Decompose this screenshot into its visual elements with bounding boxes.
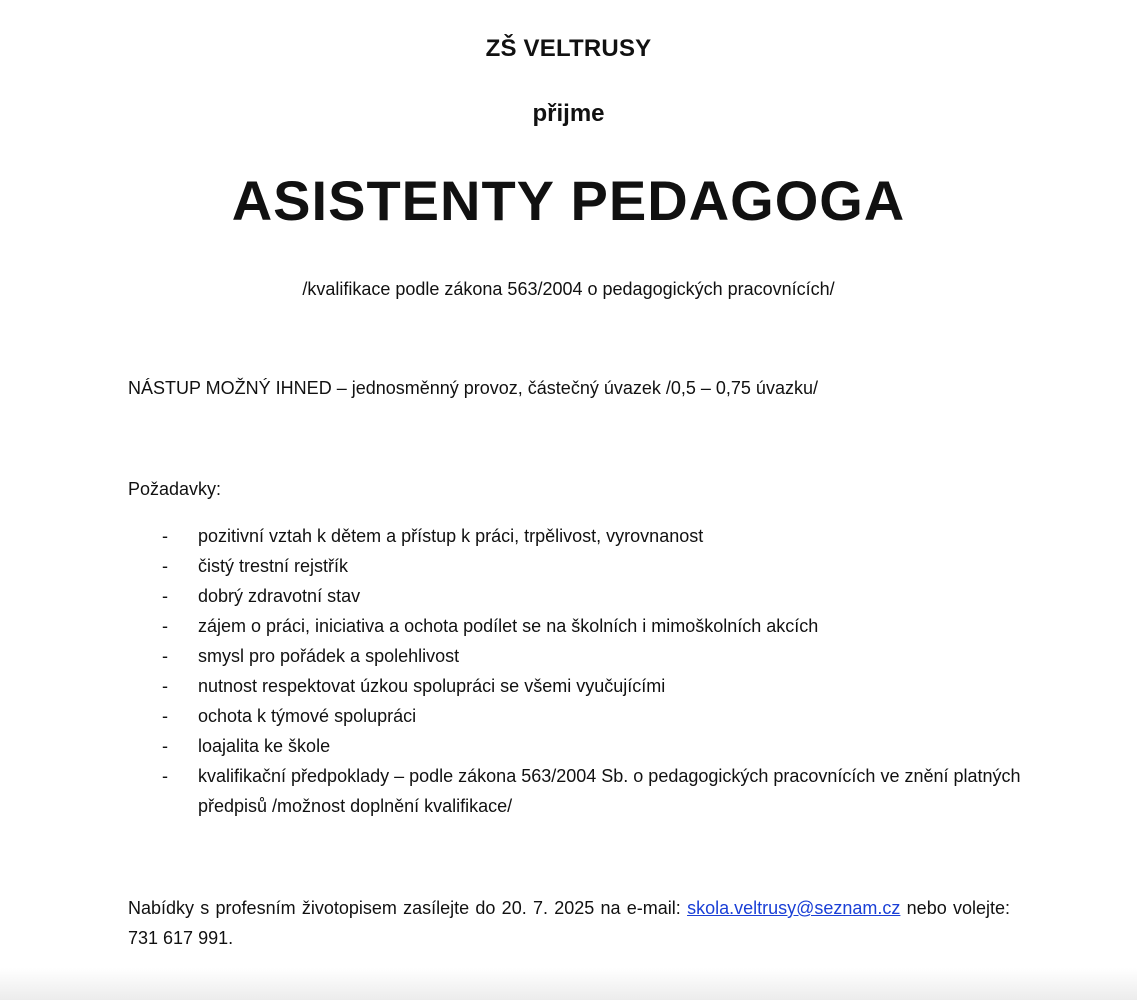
qualification-note: /kvalifikace podle zákona 563/2004 o pedagogických pracovnících/	[302, 279, 835, 299]
bullet-dash: -	[162, 706, 168, 726]
list-item	[162, 671, 1022, 701]
bullet-dash: -	[162, 526, 168, 546]
list-item	[162, 611, 1022, 641]
requirements-list	[162, 521, 1022, 821]
bullet-dash: -	[162, 556, 168, 576]
start-info: NÁSTUP MOŽNÝ IHNED – jednosměnný provoz, částečný úvazek /0,5 – 0,75 úvazku/	[128, 378, 818, 398]
contact-text-after: nebo volejte: 731 617 991.	[128, 898, 1011, 948]
bullet-dash: -	[162, 616, 168, 636]
requirement-text: loajalita ke škole	[198, 736, 331, 756]
list-item	[162, 581, 1022, 611]
requirement-text: smysl pro pořádek a spolehlivost	[198, 646, 460, 666]
list-item	[162, 551, 1022, 581]
list-item	[162, 521, 1022, 551]
list-item	[162, 761, 1022, 821]
list-item	[162, 701, 1022, 731]
requirements-heading: Požadavky:	[128, 479, 222, 499]
hires-text: přijme	[532, 100, 605, 127]
requirement-text: pozitivní vztah k dětem a přístup k práci, trpělivost, vyrovnanost	[198, 526, 704, 546]
bullet-dash: -	[162, 766, 168, 786]
email-link[interactable]: skola.veltrusy@seznam.cz	[687, 898, 901, 918]
requirement-text: dobrý zdravotní stav	[198, 586, 361, 606]
contact-text-before: Nabídky s profesním životopisem zasílejte do 20. 7. 2025 na e-mail:	[128, 898, 688, 918]
bullet-dash: -	[162, 736, 168, 756]
list-item	[162, 731, 1022, 761]
requirement-text: nutnost respektovat úzkou spolupráci se všemi vyučujícími	[198, 676, 666, 696]
contact-paragraph	[128, 893, 1010, 953]
bullet-dash: -	[162, 676, 168, 696]
school-name: ZŠ VELTRUSY	[485, 35, 652, 62]
requirement-text: kvalifikační předpoklady – podle zákona 563/2004 Sb. o pedagogických pracovnících ve znění platných předpisů /možnost doplnění kvalifikace/	[198, 766, 1021, 816]
bullet-dash: -	[162, 646, 168, 666]
requirement-text: čistý trestní rejstřík	[198, 556, 349, 576]
page-bottom-shadow	[0, 968, 1137, 1000]
position-title: ASISTENTY PEDAGOGA	[231, 169, 906, 232]
requirement-text: ochota k týmové spolupráci	[198, 706, 417, 726]
list-item	[162, 641, 1022, 671]
requirement-text: zájem o práci, iniciativa a ochota podílet se na školních i mimoškolních akcích	[198, 616, 819, 636]
bullet-dash: -	[162, 586, 168, 606]
